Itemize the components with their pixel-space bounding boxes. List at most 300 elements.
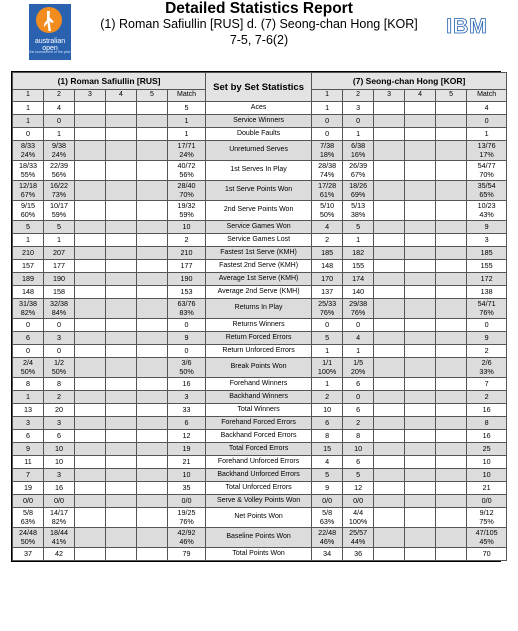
p2-stat-cell: 2 — [312, 234, 343, 247]
p1-stat-cell — [137, 201, 168, 221]
p1-stat-cell — [106, 443, 137, 456]
p1-stat-cell: 3 — [168, 391, 206, 404]
p2-stat-cell: 5/8 63% — [312, 508, 343, 528]
p2-stat-cell: 8 — [467, 417, 507, 430]
p2-stat-cell: 185 — [312, 247, 343, 260]
p2-stat-cell — [374, 161, 405, 181]
p2-stat-cell — [374, 391, 405, 404]
p1-stat-cell — [137, 286, 168, 299]
p2-stat-cell: 36 — [343, 548, 374, 561]
p2-stat-cell — [436, 332, 467, 345]
p1-stat-cell: 22/39 56% — [44, 161, 75, 181]
p1-stat-cell: 153 — [168, 286, 206, 299]
p1-stat-cell — [137, 345, 168, 358]
p1-stat-cell: 1 — [13, 391, 44, 404]
p1-stat-cell: 3 — [44, 332, 75, 345]
stat-label: Forehand Unforced Errors — [206, 456, 312, 469]
p1-stat-cell: 37 — [13, 548, 44, 561]
p2-stat-cell — [405, 508, 436, 528]
p2-stat-cell: 1 — [343, 234, 374, 247]
p2-stat-cell — [436, 161, 467, 181]
p1-stat-cell: 6 — [13, 332, 44, 345]
p1-stat-cell — [75, 260, 106, 273]
p1-stat-cell — [75, 141, 106, 161]
stat-label: Forehand Winners — [206, 378, 312, 391]
p1-stat-cell — [106, 548, 137, 561]
p2-stat-cell — [436, 221, 467, 234]
p1-stat-cell — [106, 378, 137, 391]
p1-stat-cell — [75, 115, 106, 128]
p2-stat-cell — [374, 201, 405, 221]
p1-stat-cell: 9 — [13, 443, 44, 456]
stat-label: Fastest 2nd Serve (KMH) — [206, 260, 312, 273]
p2-stat-cell: 0 — [467, 319, 507, 332]
stat-row — [13, 128, 507, 141]
p2-stat-cell: 185 — [467, 247, 507, 260]
p2-stat-cell: 25/57 44% — [343, 528, 374, 548]
p1-stat-cell: 0/0 — [168, 495, 206, 508]
stat-label: Baseline Points Won — [206, 528, 312, 548]
p2-stat-cell — [374, 495, 405, 508]
p2-stat-cell: 4 — [467, 102, 507, 115]
p2-set-header: 1 — [312, 90, 343, 102]
p2-stat-cell: 1 — [343, 128, 374, 141]
p1-stat-cell — [106, 201, 137, 221]
p1-stat-cell — [137, 273, 168, 286]
p1-stat-cell: 0 — [13, 128, 44, 141]
p1-stat-cell — [137, 141, 168, 161]
p2-stat-cell: 5 — [343, 469, 374, 482]
p2-stat-cell — [405, 181, 436, 201]
p2-stat-cell: 34 — [312, 548, 343, 561]
stat-label: Net Points Won — [206, 508, 312, 528]
p1-stat-cell: 16/22 73% — [44, 181, 75, 201]
p2-stat-cell: 0 — [312, 128, 343, 141]
p1-stat-cell — [106, 482, 137, 495]
p2-stat-cell: 7 — [467, 378, 507, 391]
p1-stat-cell — [75, 102, 106, 115]
p1-stat-cell: 13 — [13, 404, 44, 417]
p2-stat-cell — [405, 102, 436, 115]
p1-stat-cell — [137, 299, 168, 319]
p2-stat-cell: 29/38 76% — [343, 299, 374, 319]
p2-stat-cell — [405, 404, 436, 417]
p1-stat-cell: 1 — [168, 115, 206, 128]
p1-stat-cell: 0 — [13, 345, 44, 358]
p2-stat-cell: 2 — [343, 417, 374, 430]
p2-stat-cell — [436, 495, 467, 508]
stat-label: Average 2nd Serve (KMH) — [206, 286, 312, 299]
p2-stat-cell — [405, 115, 436, 128]
p2-stat-cell — [405, 528, 436, 548]
p1-stat-cell — [106, 495, 137, 508]
p2-stat-cell — [436, 299, 467, 319]
p1-stat-cell — [106, 319, 137, 332]
p2-stat-cell — [374, 469, 405, 482]
p1-stat-cell: 2/4 50% — [13, 358, 44, 378]
p1-stat-cell: 157 — [13, 260, 44, 273]
p1-stat-cell — [106, 404, 137, 417]
p2-stat-cell — [405, 391, 436, 404]
p2-stat-cell — [436, 234, 467, 247]
stat-label: Unreturned Serves — [206, 141, 312, 161]
p1-stat-cell — [137, 221, 168, 234]
stat-row — [13, 417, 507, 430]
p2-stat-cell: 9 — [312, 482, 343, 495]
p2-stat-cell — [436, 548, 467, 561]
p2-stat-cell: 54/77 70% — [467, 161, 507, 181]
p1-stat-cell: 3 — [44, 417, 75, 430]
stat-row — [13, 345, 507, 358]
p2-stat-cell — [436, 443, 467, 456]
p1-stat-cell: 19 — [168, 443, 206, 456]
stat-row — [13, 495, 507, 508]
p2-stat-cell: 1 — [312, 345, 343, 358]
p2-stat-cell — [374, 181, 405, 201]
p2-stat-cell — [374, 115, 405, 128]
p1-stat-cell: 42 — [44, 548, 75, 561]
p1-stat-cell — [75, 247, 106, 260]
p2-stat-cell: 3 — [343, 102, 374, 115]
p1-set-header: 4 — [106, 90, 137, 102]
p2-stat-cell: 2 — [467, 345, 507, 358]
stat-label: Return Forced Errors — [206, 332, 312, 345]
p2-stat-cell — [405, 221, 436, 234]
p1-stat-cell: 8/33 24% — [13, 141, 44, 161]
p1-stat-cell — [106, 221, 137, 234]
p2-stat-cell: 17/28 61% — [312, 181, 343, 201]
p1-stat-cell — [137, 528, 168, 548]
stat-label: Total Points Won — [206, 548, 312, 561]
p2-stat-cell — [436, 345, 467, 358]
match-score: 7-5, 7-6(2) — [229, 33, 289, 47]
p1-stat-cell — [137, 378, 168, 391]
p2-stat-cell — [436, 141, 467, 161]
p1-stat-cell: 1 — [44, 128, 75, 141]
p1-stat-cell — [106, 456, 137, 469]
p1-stat-cell: 1 — [168, 128, 206, 141]
p2-stat-cell — [374, 141, 405, 161]
p1-stat-cell: 8 — [44, 378, 75, 391]
stat-row — [13, 260, 507, 273]
p2-stat-cell: 10 — [467, 456, 507, 469]
p2-stat-cell — [436, 181, 467, 201]
p1-stat-cell: 9/38 24% — [44, 141, 75, 161]
p2-stat-cell — [405, 378, 436, 391]
p2-stat-cell — [436, 404, 467, 417]
stat-label: Returns Winners — [206, 319, 312, 332]
stat-label: Double Faults — [206, 128, 312, 141]
p2-stat-cell — [436, 508, 467, 528]
p1-stat-cell — [137, 115, 168, 128]
p2-stat-cell — [405, 234, 436, 247]
p2-stat-cell — [405, 201, 436, 221]
stat-row — [13, 141, 507, 161]
p2-stat-cell — [405, 456, 436, 469]
p1-stat-cell: 31/38 82% — [13, 299, 44, 319]
p2-stat-cell: 10 — [343, 443, 374, 456]
p1-stat-cell — [75, 234, 106, 247]
p2-stat-cell: 10 — [467, 469, 507, 482]
p1-stat-cell: 1 — [13, 234, 44, 247]
p1-stat-cell — [137, 181, 168, 201]
p2-stat-cell: 2 — [312, 391, 343, 404]
p2-stat-cell: 54/71 76% — [467, 299, 507, 319]
p2-stat-cell: 6 — [343, 456, 374, 469]
p2-stat-cell: 10/23 43% — [467, 201, 507, 221]
p1-stat-cell — [137, 443, 168, 456]
report-title: Detailed Statistics Report — [165, 0, 353, 17]
p2-stat-cell: 1/1 100% — [312, 358, 343, 378]
p2-stat-cell: 5 — [312, 469, 343, 482]
p2-stat-cell — [405, 430, 436, 443]
p1-stat-cell: 0 — [168, 319, 206, 332]
p2-stat-cell — [405, 358, 436, 378]
p1-stat-cell: 35 — [168, 482, 206, 495]
p2-stat-cell — [405, 345, 436, 358]
ibm-logo-text: IBM — [446, 15, 488, 38]
p2-stat-cell: 0/0 — [467, 495, 507, 508]
p2-set-header: 2 — [343, 90, 374, 102]
p2-stat-cell — [405, 319, 436, 332]
logo-text: australian open — [34, 38, 66, 52]
p2-stat-cell: 0 — [312, 319, 343, 332]
p2-stat-cell — [374, 319, 405, 332]
p1-stat-cell: 32/38 84% — [44, 299, 75, 319]
stat-row — [13, 332, 507, 345]
stat-row — [13, 201, 507, 221]
p1-stat-cell — [75, 482, 106, 495]
p2-stat-cell — [374, 299, 405, 319]
logo-tagline: the tournament of the year — [29, 50, 71, 54]
p2-stat-cell — [374, 443, 405, 456]
p1-stat-cell — [106, 469, 137, 482]
p1-stat-cell: 0 — [44, 319, 75, 332]
p2-stat-cell — [374, 260, 405, 273]
p2-stat-cell: 0/0 — [343, 495, 374, 508]
p1-stat-cell — [75, 495, 106, 508]
p2-stat-cell: 16 — [467, 404, 507, 417]
stat-row — [13, 247, 507, 260]
p2-stat-cell: 18/26 69% — [343, 181, 374, 201]
p1-stat-cell: 10 — [168, 221, 206, 234]
p1-stat-cell — [106, 417, 137, 430]
p2-stat-cell — [374, 528, 405, 548]
p1-stat-cell: 16 — [44, 482, 75, 495]
p2-stat-cell — [374, 286, 405, 299]
p1-stat-cell — [75, 201, 106, 221]
p2-stat-cell — [405, 128, 436, 141]
stat-row — [13, 469, 507, 482]
p1-stat-cell — [137, 469, 168, 482]
p2-stat-cell — [405, 443, 436, 456]
stat-label: Service Winners — [206, 115, 312, 128]
p2-stat-cell — [436, 417, 467, 430]
stat-label: Backhand Winners — [206, 391, 312, 404]
p1-stat-cell — [137, 102, 168, 115]
stat-label: Total Winners — [206, 404, 312, 417]
p2-stat-cell: 15 — [312, 443, 343, 456]
p1-stat-cell — [137, 482, 168, 495]
p1-stat-cell — [106, 247, 137, 260]
p2-stat-cell: 7/38 18% — [312, 141, 343, 161]
p1-stat-cell: 0/0 — [13, 495, 44, 508]
p2-stat-cell: 140 — [343, 286, 374, 299]
p1-stat-cell: 177 — [168, 260, 206, 273]
p2-stat-cell — [405, 548, 436, 561]
stat-row — [13, 358, 507, 378]
p2-stat-cell: 22/48 46% — [312, 528, 343, 548]
p2-stat-cell: 137 — [312, 286, 343, 299]
p1-stat-cell: 0 — [13, 319, 44, 332]
p1-stat-cell: 9 — [168, 332, 206, 345]
p2-stat-cell: 5 — [343, 221, 374, 234]
p1-stat-cell: 158 — [44, 286, 75, 299]
p1-stat-cell: 9/15 60% — [13, 201, 44, 221]
p1-stat-cell — [75, 469, 106, 482]
p2-stat-cell — [436, 482, 467, 495]
p2-stat-cell — [405, 299, 436, 319]
p2-match-header: Match — [467, 90, 507, 102]
p2-stat-cell — [374, 102, 405, 115]
p1-stat-cell: 20 — [44, 404, 75, 417]
p2-stat-cell: 0 — [343, 319, 374, 332]
p2-stat-cell — [436, 456, 467, 469]
stat-row — [13, 548, 507, 561]
p1-stat-cell: 1 — [13, 115, 44, 128]
p2-stat-cell: 21 — [467, 482, 507, 495]
p2-stat-cell: 5/10 50% — [312, 201, 343, 221]
p2-stat-cell: 170 — [312, 273, 343, 286]
p2-stat-cell: 174 — [343, 273, 374, 286]
p1-stat-cell — [137, 260, 168, 273]
p1-stat-cell — [137, 391, 168, 404]
stat-row — [13, 430, 507, 443]
p1-stat-cell — [106, 141, 137, 161]
p2-stat-cell — [374, 482, 405, 495]
stat-row — [13, 443, 507, 456]
p1-stat-cell: 1 — [13, 102, 44, 115]
p1-stat-cell — [106, 273, 137, 286]
p2-stat-cell: 35/54 65% — [467, 181, 507, 201]
stat-row — [13, 273, 507, 286]
p1-stat-cell: 17/71 24% — [168, 141, 206, 161]
p2-stat-cell: 1 — [467, 128, 507, 141]
p2-stat-cell — [405, 141, 436, 161]
p1-stat-cell: 207 — [44, 247, 75, 260]
player2-header: (7) Seong-chan Hong [KOR] — [312, 73, 507, 90]
stat-row — [13, 286, 507, 299]
p2-stat-cell: 3 — [467, 234, 507, 247]
p1-stat-cell: 18/44 41% — [44, 528, 75, 548]
p2-stat-cell — [436, 430, 467, 443]
p2-stat-cell: 4 — [312, 456, 343, 469]
stat-label: Total Unforced Errors — [206, 482, 312, 495]
p1-stat-cell: 0 — [168, 345, 206, 358]
p2-stat-cell: 28/38 74% — [312, 161, 343, 181]
p1-stat-cell: 6 — [168, 417, 206, 430]
p1-stat-cell: 0 — [44, 345, 75, 358]
stat-row — [13, 221, 507, 234]
p1-stat-cell: 14/17 82% — [44, 508, 75, 528]
p2-stat-cell: 155 — [343, 260, 374, 273]
p1-set-header: 1 — [13, 90, 44, 102]
stat-row — [13, 102, 507, 115]
stat-label: Average 1st Serve (KMH) — [206, 273, 312, 286]
p2-stat-cell: 1 — [312, 102, 343, 115]
p2-stat-cell: 0 — [312, 115, 343, 128]
p1-stat-cell — [106, 161, 137, 181]
p1-stat-cell: 6 — [44, 430, 75, 443]
p1-stat-cell — [106, 391, 137, 404]
p2-stat-cell — [436, 319, 467, 332]
stat-label: Forehand Forced Errors — [206, 417, 312, 430]
p1-stat-cell: 7 — [13, 469, 44, 482]
p1-stat-cell: 6 — [13, 430, 44, 443]
p2-stat-cell — [374, 247, 405, 260]
p1-stat-cell — [75, 273, 106, 286]
p2-stat-cell: 138 — [467, 286, 507, 299]
p1-stat-cell: 2 — [44, 391, 75, 404]
p2-stat-cell — [374, 273, 405, 286]
p2-stat-cell: 26/39 67% — [343, 161, 374, 181]
stat-label: 1st Serves In Play — [206, 161, 312, 181]
p1-stat-cell — [137, 417, 168, 430]
p1-stat-cell — [106, 102, 137, 115]
stat-label: Total Forced Errors — [206, 443, 312, 456]
stat-label: Service Games Lost — [206, 234, 312, 247]
match-result: (1) Roman Safiullin [RUS] d. (7) Seong-chan Hong [KOR] — [100, 17, 418, 31]
p1-set-header: 3 — [75, 90, 106, 102]
p2-stat-cell — [436, 469, 467, 482]
p2-stat-cell: 8 — [312, 430, 343, 443]
p1-stat-cell — [75, 332, 106, 345]
p2-stat-cell: 9 — [467, 332, 507, 345]
p1-stat-cell: 28/40 70% — [168, 181, 206, 201]
p2-stat-cell: 0 — [467, 115, 507, 128]
p1-stat-cell — [75, 430, 106, 443]
p1-stat-cell: 19 — [13, 482, 44, 495]
p2-set-header: 4 — [405, 90, 436, 102]
stat-label: Fastest 1st Serve (KMH) — [206, 247, 312, 260]
p2-stat-cell: 5 — [312, 332, 343, 345]
stat-label: 2nd Serve Points Won — [206, 201, 312, 221]
p1-stat-cell: 210 — [13, 247, 44, 260]
p1-stat-cell — [106, 115, 137, 128]
p1-stat-cell — [106, 260, 137, 273]
p1-stat-cell: 40/72 56% — [168, 161, 206, 181]
p1-stat-cell — [137, 508, 168, 528]
stat-label: Backhand Forced Errors — [206, 430, 312, 443]
p1-stat-cell — [137, 495, 168, 508]
p1-stat-cell: 2 — [168, 234, 206, 247]
stat-label: Serve & Volley Points Won — [206, 495, 312, 508]
p1-stat-cell — [75, 299, 106, 319]
stat-row — [13, 181, 507, 201]
stat-row — [13, 319, 507, 332]
p1-set-header: 5 — [137, 90, 168, 102]
p1-stat-cell — [106, 299, 137, 319]
p1-stat-cell — [137, 128, 168, 141]
p1-stat-cell: 148 — [13, 286, 44, 299]
p1-stat-cell — [106, 234, 137, 247]
p2-stat-cell: 70 — [467, 548, 507, 561]
p2-stat-cell: 4 — [312, 221, 343, 234]
p1-stat-cell: 10 — [44, 443, 75, 456]
p1-stat-cell — [75, 345, 106, 358]
p2-stat-cell: 6 — [343, 378, 374, 391]
p2-stat-cell: 0 — [343, 115, 374, 128]
